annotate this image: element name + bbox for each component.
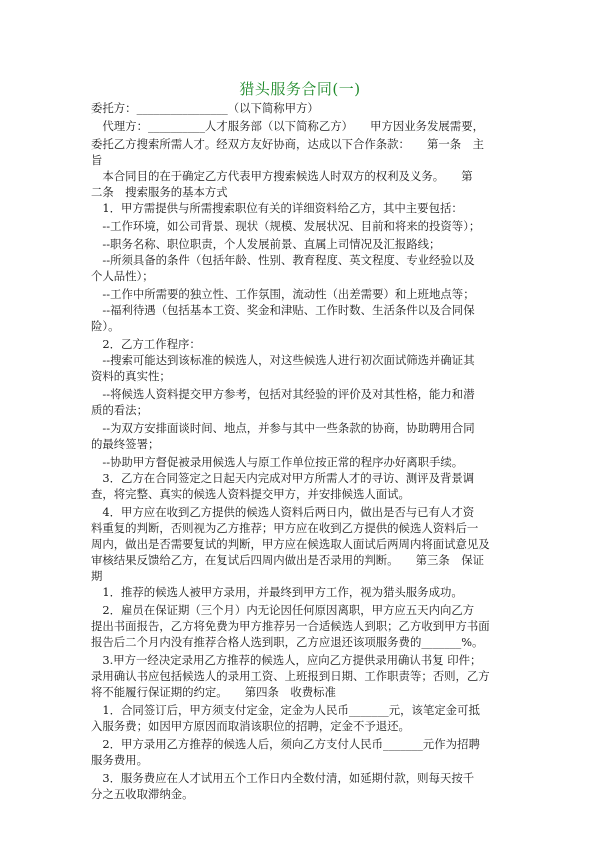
contract-line: 审核结果反馈给乙方，在复试后四周内做出是否录用的判断。 第三条 保证 — [91, 553, 484, 567]
contract-line: --职务名称、职位职责，个人发展前景、直属上司情况及汇报路线； — [91, 237, 441, 251]
contract-line: --所须具备的条件（包括年龄、性别、教育程度、英文程度、专业经验以及 — [91, 253, 475, 267]
contract-line: 查，将完整、真实的候选人资料提交甲方，并安排候选人面试。 — [91, 487, 410, 501]
contract-line: 本合同目的在于确定乙方代表甲方搜索候选人时双方的权利及义务。 第 — [91, 169, 473, 183]
contract-line: --协助甲方督促被录用候选人与原工作单位按正常的程序办好离职手续。 — [91, 455, 464, 469]
contract-line: 险）。 — [91, 319, 120, 333]
contract-line: 3．服务费应在人才试用五个工作日内全数付清，如延期付款，则每天按千 — [91, 771, 475, 785]
contract-line: 期 — [91, 569, 103, 583]
contract-line: 提出书面报告，乙方将免费为甲方推荐另一合适候选人到职；乙方收到甲方书面 — [91, 619, 490, 633]
contract-line: 的最终签署； — [91, 437, 160, 451]
contract-line: 1．甲方需提供与所需搜索职位有关的详细资料给乙方，其中主要包括： — [91, 201, 463, 215]
contract-line: 资料的真实性； — [91, 369, 171, 383]
contract-line: --将候选人资料提交甲方参考，包括对其经验的评价及对其性格，能力和潜 — [91, 387, 475, 401]
contract-line: 料重复的判断，否则视为乙方推荐；甲方应在收到乙方提供的候选人资料后一 — [91, 521, 479, 535]
contract-line: 委托方：________________（以下简称甲方） — [91, 101, 319, 115]
contract-line: 2．甲方录用乙方推荐的候选人后，须向乙方支付人民币_______元作为招聘 — [91, 737, 480, 751]
contract-line: 旨 — [91, 153, 103, 167]
contract-line: 二条 搜索服务的基本方式 — [91, 185, 228, 199]
contract-line: 1．合同签订后，甲方须支付定金，定金为人民币_______元，该笔定金可抵 — [91, 703, 480, 717]
contract-title: 猎头服务合同(一) — [239, 80, 361, 98]
contract-line: --福利待遇（包括基本工资、奖金和津贴、工作时数、生活条件以及合同保 — [91, 303, 475, 317]
contract-line: --工作中所需要的独立性、工作氛围，流动性（出差需要）和上班地点等； — [91, 287, 475, 301]
contract-line: 报告后二个月内没有推荐合格人选到职，乙方应退还该项服务费的_______%。 — [91, 635, 484, 649]
contract-line: --搜索可能达到该标准的候选人，对这些候选人进行初次面试筛选并确证其 — [91, 353, 475, 367]
contract-line: 代理方：__________人才服务部（以下简称乙方） 甲方因业务发展需要， — [91, 119, 484, 133]
contract-line: 2．乙方工作程序： — [91, 337, 201, 351]
contract-line: 质的看法； — [91, 403, 148, 417]
contract-line: --为双方安排面谈时间、地点，并参与其中一些条款的协商，协助聘用合同 — [91, 421, 475, 435]
contract-line: 2．雇员在保证期（三个月）内无论因任何原因离职，甲方应五天内向乙方 — [91, 603, 475, 617]
contract-line: 分之五收取滞纳金。 — [91, 787, 194, 801]
contract-line: 周内，做出是否需要复试的判断，甲方应在候选取人面试后两周内将面试意见及 — [91, 537, 490, 551]
contract-line: 委托乙方搜索所需人才。经双方友好协商，达成以下合作条款： 第一条 主 — [91, 137, 484, 151]
contract-line: 3．乙方在合同签定之日起天内完成对甲方所需人才的寻访、测评及背景调 — [91, 471, 475, 485]
contract-line: 3.甲方一经决定录用乙方推荐的候选人，应向乙方提供录用确认书复 印件； — [91, 653, 482, 667]
contract-line: 服务费用。 — [91, 753, 148, 767]
contract-line: 4．甲方应在收到乙方提供的候选人资料后两日内，做出是否与已有人才资 — [91, 505, 475, 519]
contract-line: 将不能履行保证期的约定。 第四条 收费标准 — [91, 685, 336, 699]
contract-line: 1．推荐的候选人被甲方录用，并最终到甲方工作，视为猎头服务成功。 — [91, 585, 463, 599]
contract-line: 入服务费；如因甲方原因而取消该职位的招聘，定金不予退还。 — [91, 719, 410, 733]
contract-line: 个人品性）； — [91, 269, 154, 283]
contract-line: --工作环境，如公司背景、现状（规模、发展状况、目前和将来的投资等）； — [91, 219, 481, 233]
contract-line: 录用确认书应包括候选人的录用工资、上班报到日期、工作职责等；否则，乙方 — [91, 669, 490, 683]
